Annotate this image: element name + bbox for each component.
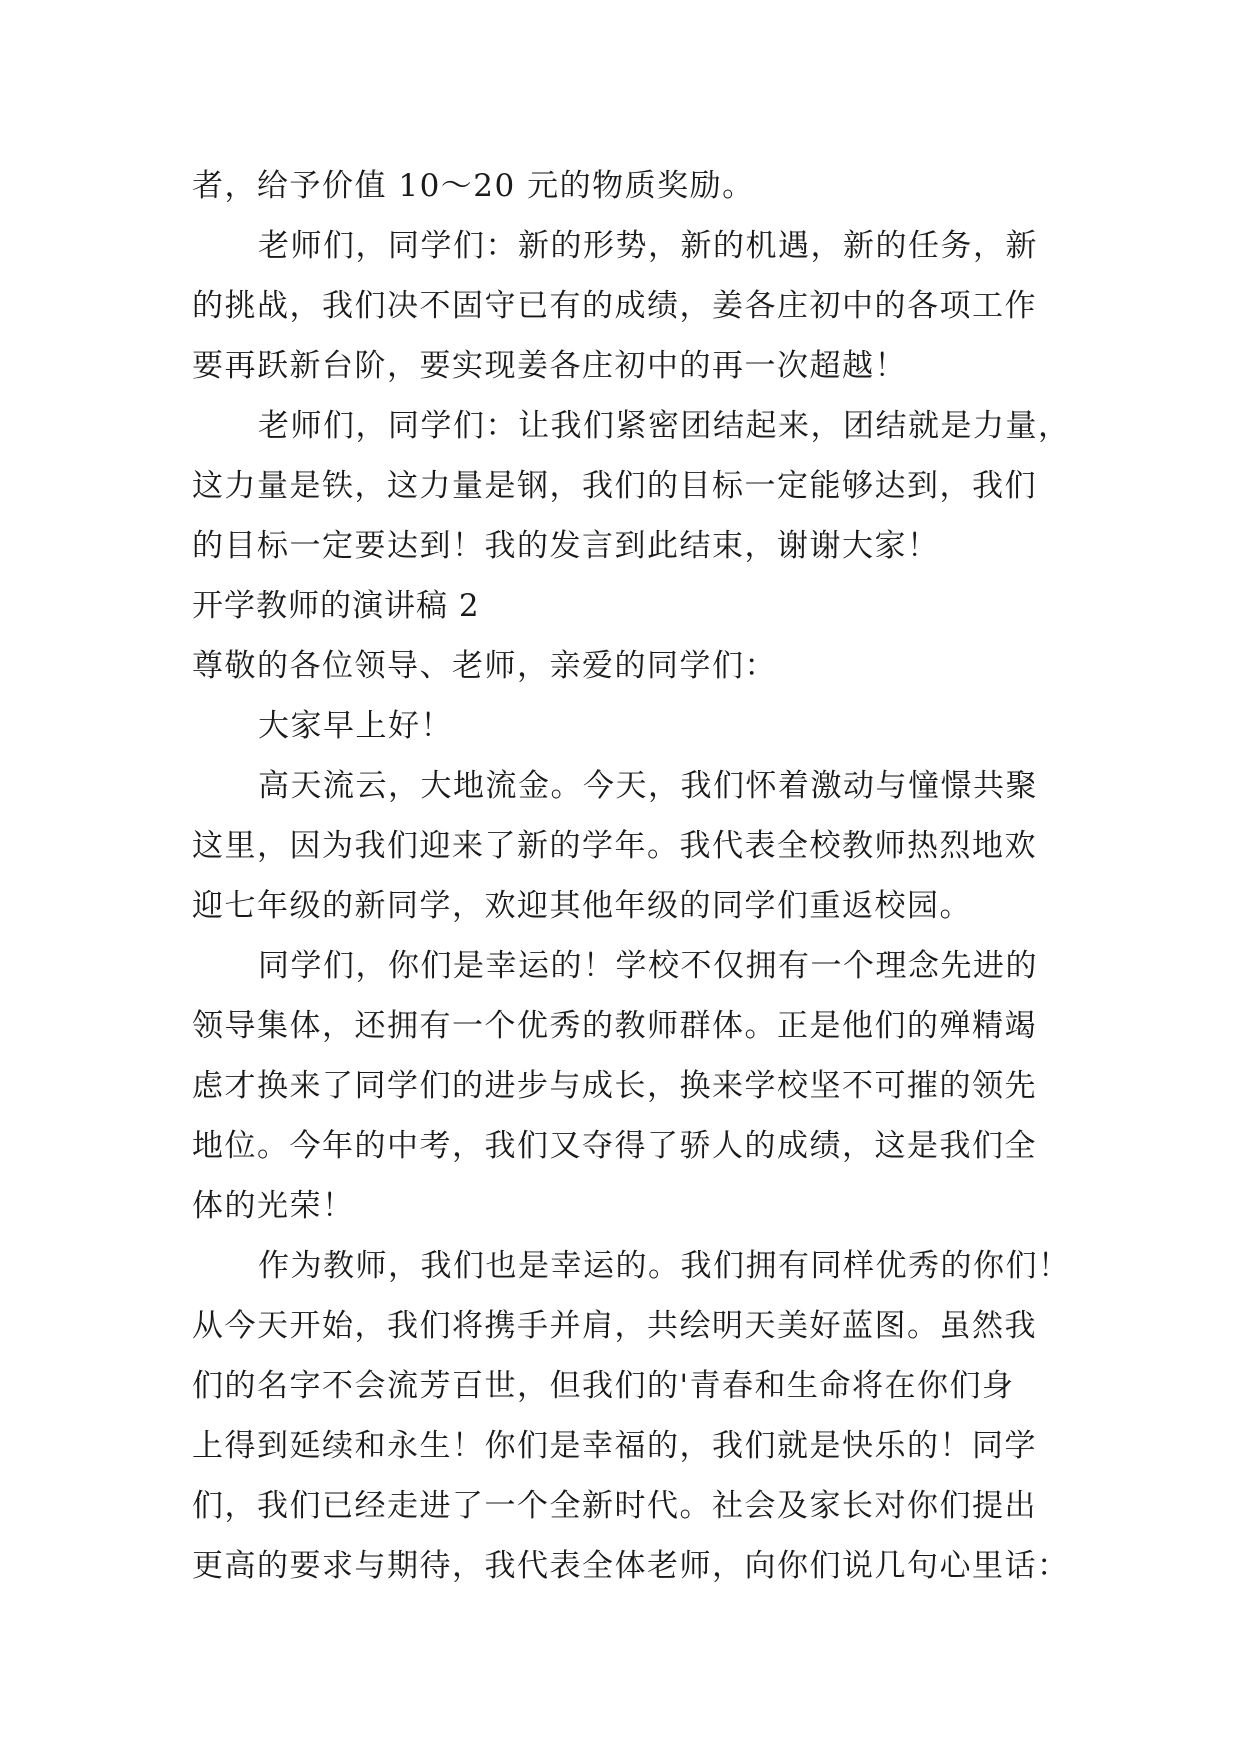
text-line: 老师们，同学们：新的形势，新的机遇，新的任务，新 [258, 228, 1038, 264]
text-line: 者，给予价值 10～20 元的物质奖励。 [192, 168, 755, 204]
section-heading: 开学教师的演讲稿 2 [192, 588, 480, 624]
text-line: 上得到延续和永生！你们是幸福的，我们就是快乐的！同学 [192, 1428, 1037, 1464]
text-line: 领导集体，还拥有一个优秀的教师群体。正是他们的殚精竭 [192, 1008, 1037, 1044]
text-line: 尊敬的各位领导、老师，亲爱的同学们： [192, 648, 777, 684]
text-line: 虑才换来了同学们的进步与成长，换来学校坚不可摧的领先 [192, 1068, 1037, 1104]
text-line: 大家早上好！ [258, 708, 453, 744]
text-line: 高天流云，大地流金。今天，我们怀着激动与憧憬共聚 [258, 768, 1038, 804]
text-line: 体的光荣！ [192, 1188, 355, 1224]
text-line: 作为教师，我们也是幸运的。我们拥有同样优秀的你们！ [258, 1248, 1071, 1284]
text-line: 迎七年级的新同学，欢迎其他年级的同学们重返校园。 [192, 888, 972, 924]
text-line: 要再跃新台阶，要实现姜各庄初中的再一次超越！ [192, 348, 907, 384]
text-line: 这力量是铁，这力量是钢，我们的目标一定能够达到，我们 [192, 468, 1037, 504]
text-line: 们的名字不会流芳百世，但我们的'青春和生命将在你们身 [192, 1368, 1015, 1404]
text-line: 更高的要求与期待，我代表全体老师，向你们说几句心里话： [192, 1548, 1070, 1584]
text-line: 地位。今年的中考，我们又夺得了骄人的成绩，这是我们全 [192, 1128, 1037, 1164]
text-line: 们，我们已经走进了一个全新时代。社会及家长对你们提出 [192, 1488, 1037, 1524]
text-line: 这里，因为我们迎来了新的学年。我代表全校教师热烈地欢 [192, 828, 1037, 864]
text-line: 的挑战，我们决不固守已有的成绩，姜各庄初中的各项工作 [192, 288, 1037, 324]
document-body [192, 156, 1071, 1596]
text-line: 从今天开始，我们将携手并肩，共绘明天美好蓝图。虽然我 [192, 1308, 1037, 1344]
text-line: 的目标一定要达到！我的发言到此结束，谢谢大家！ [192, 528, 940, 564]
text-line: 老师们，同学们：让我们紧密团结起来，团结就是力量， [258, 408, 1071, 444]
text-line: 同学们，你们是幸运的！学校不仅拥有一个理念先进的 [258, 948, 1038, 984]
